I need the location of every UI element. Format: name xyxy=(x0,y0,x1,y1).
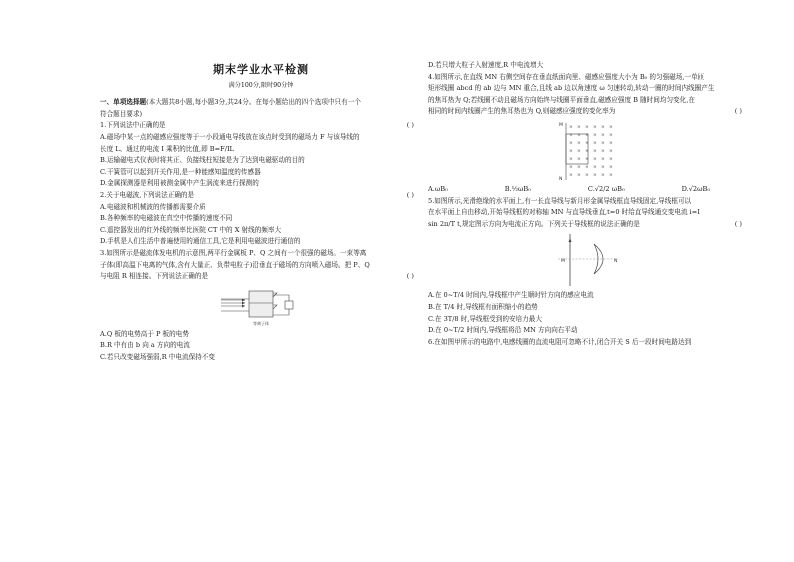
field-x-mark: × xyxy=(593,164,597,170)
right-column xyxy=(428,60,750,348)
q3-option-c: C.若只改变磁场强弱,R 中电流保持不变 xyxy=(100,352,215,361)
figure-label-n2: N xyxy=(614,259,618,265)
figure-label-n: N xyxy=(559,176,563,182)
field-x-mark: × xyxy=(609,156,613,162)
field-x-mark: × xyxy=(601,140,605,146)
field-x-mark: × xyxy=(593,132,597,138)
field-x-mark: × xyxy=(569,172,573,178)
q1-option-b: B.运输磁电式仪表时将其正、负接线柱短接是为了达到电磁驱动的目的 xyxy=(100,156,305,165)
q5-option-b: B.在 T/4 时,导线框有面积缩小的趋势 xyxy=(428,302,538,311)
field-x-mark: × xyxy=(593,156,597,162)
q1-option-a: A.磁场中某一点的磁感应强度等于一小段通电导线放在该点时受到的磁场力 F 与该导线的 xyxy=(100,132,360,141)
q3-stem-line3: 与电阻 R 相连接。下列说法正确的是 xyxy=(100,272,209,281)
field-x-mark: × xyxy=(585,124,589,130)
q3-option-b: B.R 中有由 b 向 a 方向的电流 xyxy=(100,341,190,350)
q4-answer-paren: ( ) xyxy=(734,107,742,116)
mhd-generator-figure xyxy=(215,285,307,327)
field-x-mark: × xyxy=(577,172,581,178)
field-x-mark: × xyxy=(609,172,613,178)
magnetic-field-coil-figure xyxy=(558,120,620,182)
q5-stem-line1: 5.如图所示,光滑绝缘的水平面上,有一长直导线与新月形金属导线框直导线固定,导线框可以 xyxy=(428,196,692,205)
q3-stem-line1: 3.如图所示是磁流体发电机的示意图,两平行金属板 P、Q 之间有一个很强的磁场。一束等离 xyxy=(100,248,367,257)
q4-stem-line2: 矩形线圈 abcd 的 ab 边与 MN 重合,且线 ab 边以角速度 ω 匀速转动,转动一圈的时间内线圈产生 xyxy=(428,84,715,93)
field-x-mark: × xyxy=(569,132,573,138)
field-x-mark: × xyxy=(601,156,605,162)
q5-stem-line2: 在水平面上自由移动,开始导线框的对称轴 MN 与直导线垂直,t=0 时给直导线通交变电流 i=I xyxy=(428,208,700,217)
section-heading xyxy=(100,97,422,109)
q2-option-d: D.手机是人们生活中普遍使用的通信工具,它是利用电磁波进行通信的 xyxy=(100,237,301,246)
field-x-mark: × xyxy=(609,164,613,170)
q4-stem-line3: 的焦耳热为 Q;若线圈不动且磁场方向始终与线圈平面垂直,磁感应强度 B 随时间均匀变化,在 xyxy=(428,95,695,104)
field-x-mark: × xyxy=(577,140,581,146)
field-x-mark: × xyxy=(593,124,597,130)
q5-stem-line3: sin 2π/T t,规定图示方向为电流正方向。下列关于导线框的说法正确的是 xyxy=(428,219,640,228)
q2-option-c: C.遥控器发出的红外线的频率比医院 CT 中的 X 射线的频率大 xyxy=(100,225,282,234)
field-x-mark: × xyxy=(569,164,573,170)
section-instructions-cont: 符合题目要求) xyxy=(100,109,143,118)
field-x-mark: × xyxy=(577,132,581,138)
q4-stem-line4: 相同的时间内线圈产生的焦耳热也为 Q,则磁感应强度的变化率为 xyxy=(428,107,616,116)
field-x-mark: × xyxy=(601,172,605,178)
field-x-mark: × xyxy=(569,124,573,130)
field-x-mark: × xyxy=(577,164,581,170)
q4-option-c: C.√2/2 ωB₀ xyxy=(587,184,625,193)
q4-option-b: B.½ωB₀ xyxy=(504,184,531,193)
field-x-mark: × xyxy=(601,132,605,138)
q2-stem-row xyxy=(100,190,422,202)
field-x-mark: × xyxy=(609,124,613,130)
q3-option-a: A.Q 板的电势高于 P 板的电势 xyxy=(100,329,189,338)
figure-label-m2: M xyxy=(561,259,565,265)
page-subtitle: 满分100分,限时90分钟 xyxy=(228,81,294,89)
q1-answer-paren: ( ) xyxy=(406,121,414,130)
q2-option-a: A.电磁波和机械波的传播都需要介质 xyxy=(100,202,206,211)
field-x-mark: × xyxy=(577,124,581,130)
q3-option-d: D.若只增大粒子入射速度,R 中电流增大 xyxy=(428,61,544,69)
page-title: 期末学业水平检测 xyxy=(213,63,309,76)
q1-option-c: C.干簧管可以起到开关作用,是一种能感知温度的传感器 xyxy=(100,167,261,176)
field-x-mark: × xyxy=(601,164,605,170)
q2-stem: 2.关于电磁波,下列说法正确的是 xyxy=(100,190,195,199)
q1-stem-row xyxy=(100,120,422,132)
q6-stem-line1: 6.在如图甲所示的电路中,电感线圈的直流电阻可忽略不计,闭合开关 S 后一段时间电路达到 xyxy=(428,337,692,346)
field-x-mark: × xyxy=(601,124,605,130)
q4-stem-line1: 4.如图所示,在直线 MN 右侧空间存在垂直纸面向里、磁感应强度大小为 B₀ 的匀强磁场,一单匝 xyxy=(428,72,705,81)
q1-option-d: D.金属探测器是利用被测金属中产生涡流来进行探测的 xyxy=(100,179,259,188)
q2-answer-paren: ( ) xyxy=(406,190,414,199)
field-x-mark: × xyxy=(585,132,589,138)
field-x-mark: × xyxy=(593,140,597,146)
field-x-mark: × xyxy=(585,164,589,170)
q5-option-d: D.在 0~T/2 时间内,导线框将沿 MN 方向向右平动 xyxy=(428,326,578,335)
figure-label-m: M xyxy=(559,122,563,128)
q3-answer-paren: ( ) xyxy=(406,272,414,281)
field-x-mark: × xyxy=(609,148,613,154)
field-x-mark: × xyxy=(577,148,581,154)
q5-option-a: A.在 0~T/4 时间内,导线框中产生顺时针方向的感应电流 xyxy=(428,291,594,300)
field-x-mark: × xyxy=(569,148,573,154)
wire-and-crescent-figure xyxy=(554,232,624,288)
field-x-mark: × xyxy=(569,156,573,162)
field-x-mark: × xyxy=(585,156,589,162)
field-x-mark: × xyxy=(577,156,581,162)
q3-stem-row xyxy=(100,271,422,283)
section-instructions: (本大题共8小题,每小题3分,共24分。在每小题给出的四个选项中只有一个 xyxy=(146,98,361,107)
left-column xyxy=(100,60,422,363)
q3-stem-line2: 子体(即高温下电离的气体,含有大量正、负带电粒子)沿垂直于磁场的方向喷入磁场。把 P、Q xyxy=(100,260,370,269)
field-x-mark: × xyxy=(585,148,589,154)
field-x-mark: × xyxy=(601,148,605,154)
q5-option-c: C.在 3T/8 时,导线框受到的安培力最大 xyxy=(428,314,542,323)
q1-option-a-cont: 长度 L、通过的电流 I 乘积的比值,即 B=F/IL xyxy=(100,144,234,153)
field-x-marks xyxy=(569,124,613,178)
q1-stem: 1.下列说法中正确的是 xyxy=(100,121,166,130)
q5-answer-paren: ( ) xyxy=(734,219,742,228)
q4-stem-row xyxy=(428,106,750,118)
q4-option-a: A.ωB₀ xyxy=(428,184,448,193)
q5-stem-row xyxy=(428,219,750,231)
field-x-mark: × xyxy=(569,140,573,146)
field-x-mark: × xyxy=(585,140,589,146)
section-title: 一、单项选择题 xyxy=(100,98,147,107)
field-x-mark: × xyxy=(593,148,597,154)
field-x-mark: × xyxy=(609,140,613,146)
q4-option-d: D.√2ωB₀ xyxy=(681,184,710,193)
field-x-mark: × xyxy=(609,132,613,138)
q2-option-b: B.各种频率的电磁波在真空中传播的速度不同 xyxy=(100,214,233,223)
figure-label-plasma: 等离子体 xyxy=(253,320,269,326)
q4-options-row xyxy=(428,184,750,196)
field-x-mark: × xyxy=(585,172,589,178)
field-x-mark: × xyxy=(593,172,597,178)
